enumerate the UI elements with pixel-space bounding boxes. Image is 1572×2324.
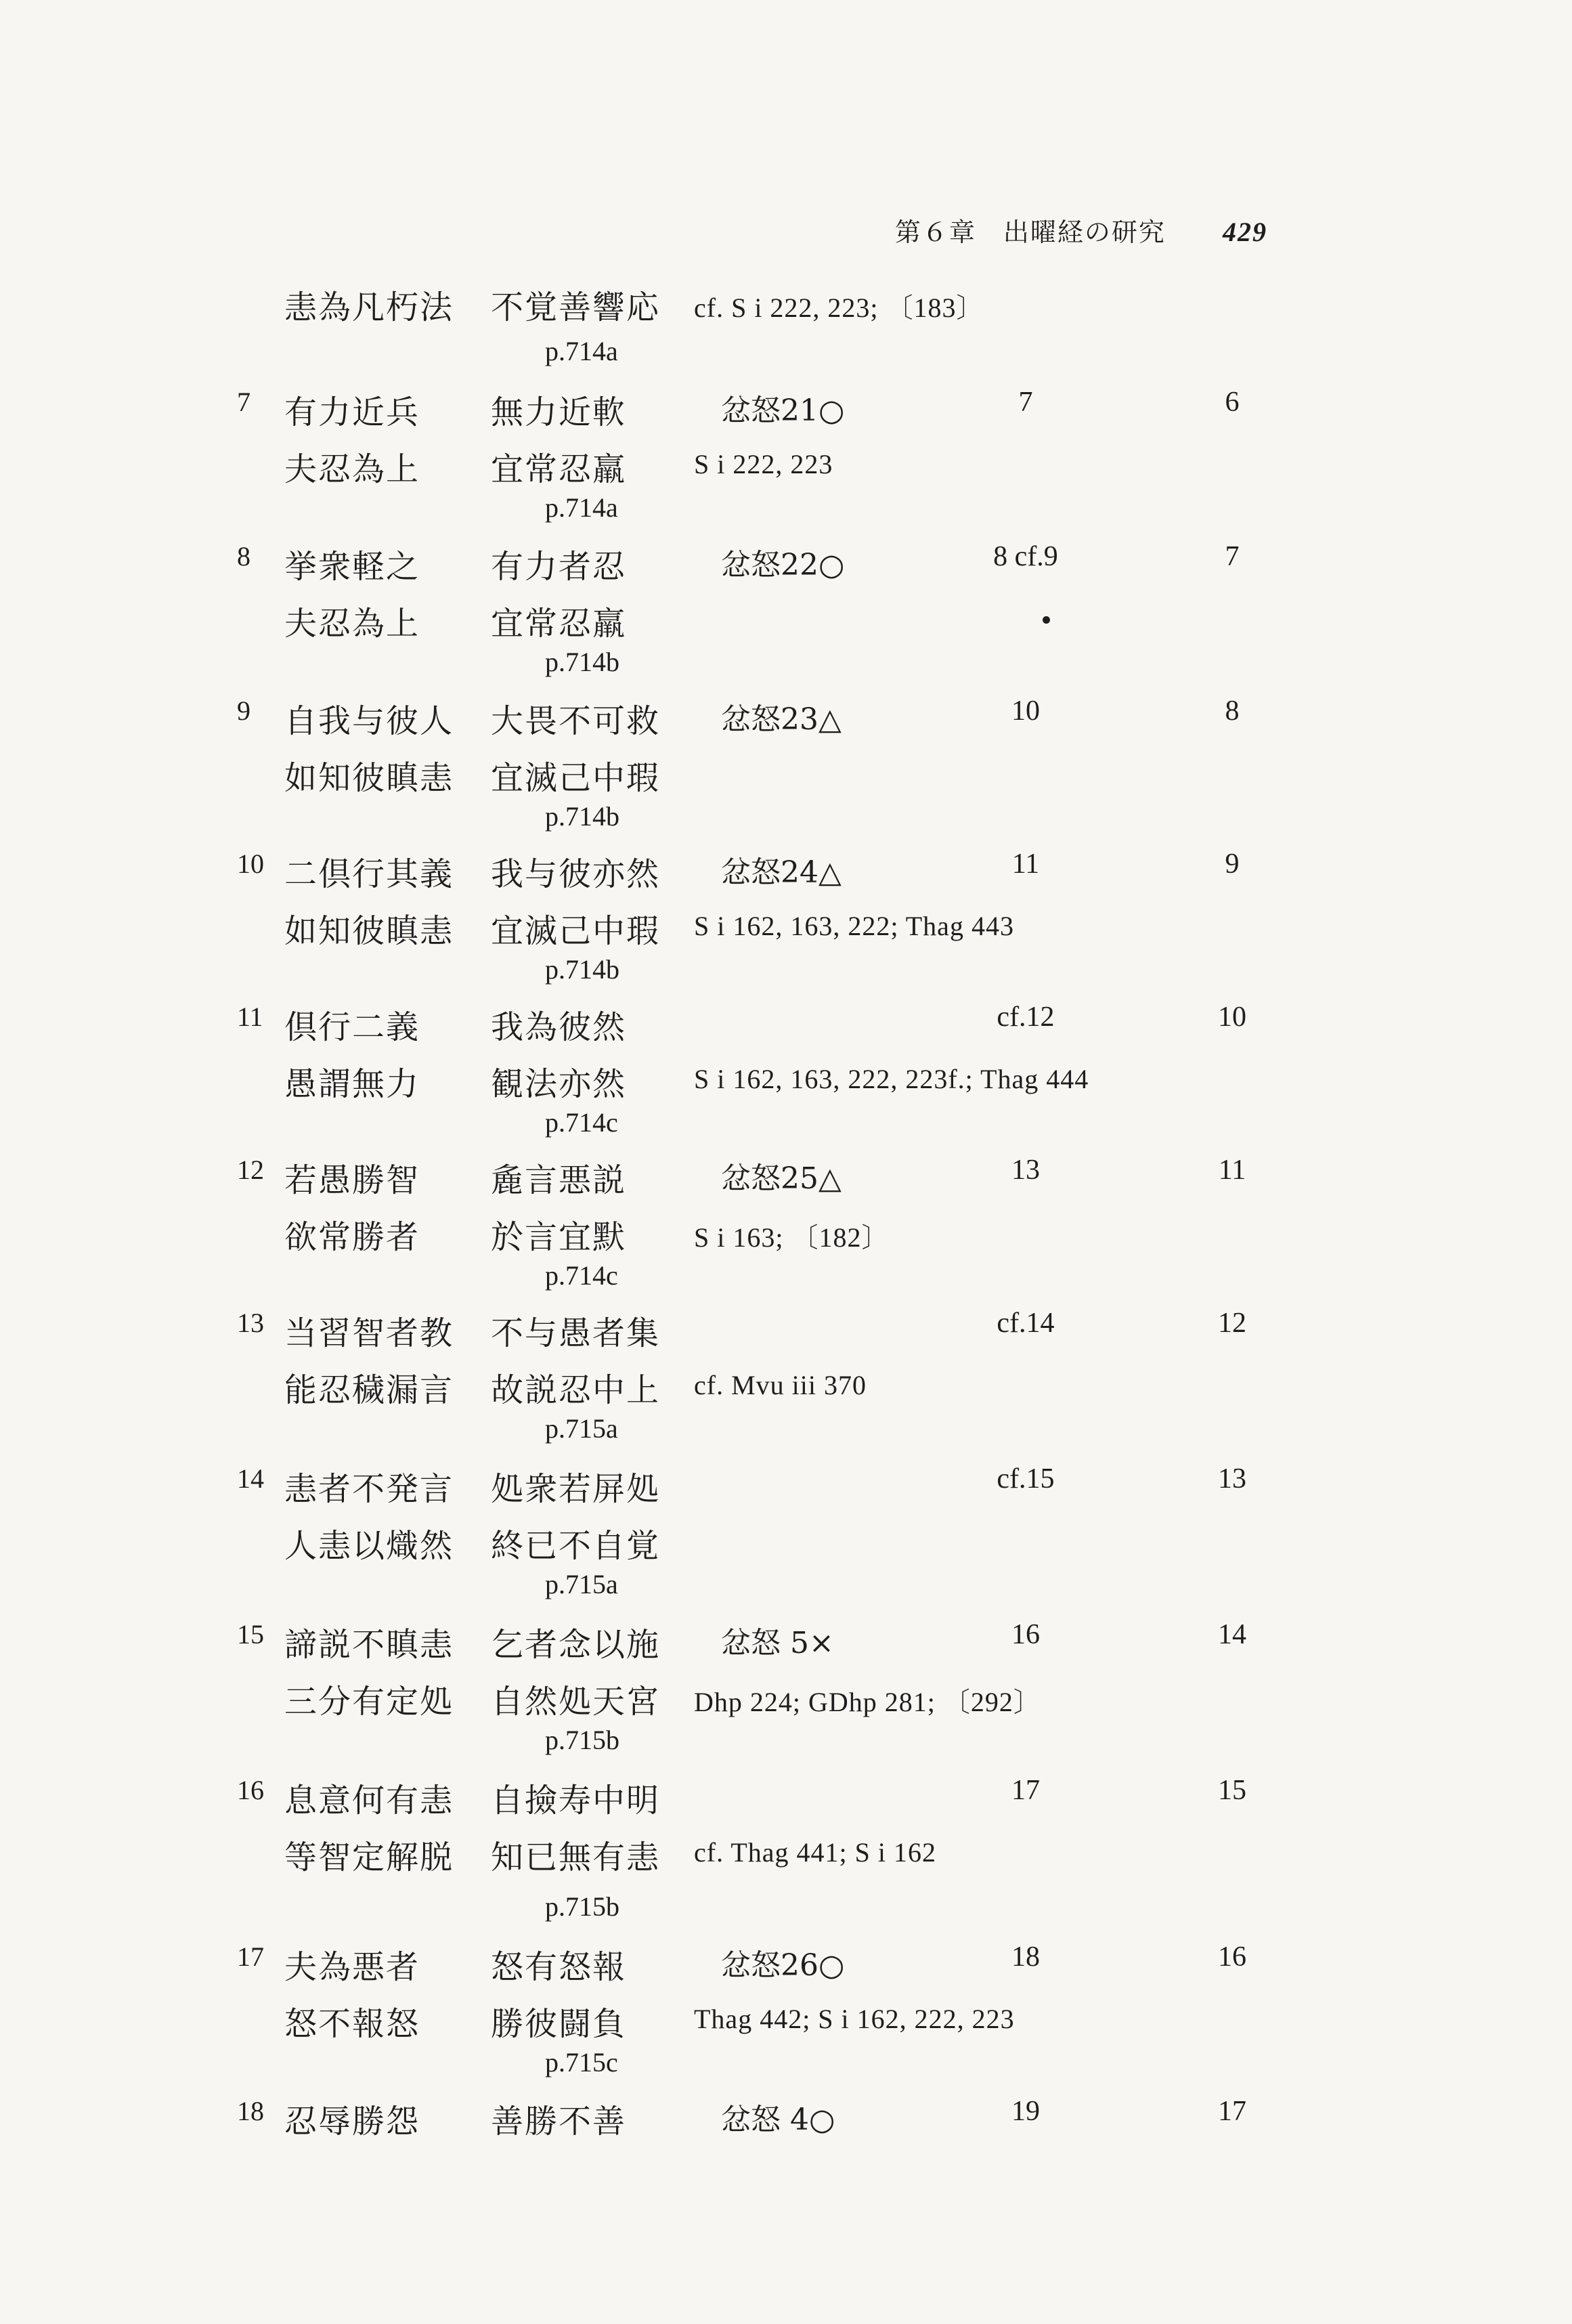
dot-mark [1043, 616, 1050, 624]
verse-line-2a: 不覚善響応 [491, 288, 661, 326]
verse-line-2b: 於言宜默 [491, 1218, 627, 1256]
taisho-page: p.714a [545, 492, 618, 523]
parallel-reference: cf. Thag 441; S i 162 [694, 1837, 937, 1868]
taisho-page: p.714c [545, 1260, 618, 1291]
verse-entry [0, 1307, 1572, 1476]
verse-line-2a: 無力近軟 [491, 393, 627, 431]
parallel-number-b: 11 [1218, 1155, 1246, 1186]
udanavarga-reference: 忿怒25△ [721, 1161, 842, 1196]
verse-line-2a: 有力者忍 [491, 548, 627, 586]
parallel-reference: S i 162, 163, 222; Thag 443 [694, 911, 1014, 941]
parallel-number-b: 8 [1225, 695, 1240, 727]
verse-line-2b: 自然処天宮 [491, 1683, 661, 1721]
parallel-reference: S i 222, 223 [694, 449, 833, 479]
verse-line-2b: 勝彼闘負 [491, 2005, 627, 2043]
verse-line-2a: 我為彼然 [491, 1008, 627, 1046]
parallel-number-a: 16 [1011, 1619, 1040, 1650]
udanavarga-reference: 忿怒 4○ [721, 2103, 835, 2137]
chapter-title: 第６章 出曜経の研究 [894, 217, 1166, 247]
parallel-number-b: 10 [1218, 1002, 1246, 1033]
verse-entry [0, 1154, 1572, 1323]
udanavarga-reference: 忿怒22○ [721, 548, 845, 582]
verse-line-2a: 善勝不善 [491, 2103, 627, 2140]
running-header [895, 211, 1267, 249]
parallel-number-a: cf.15 [997, 1463, 1055, 1494]
verse-line-2a: 乞者念以施 [491, 1626, 661, 1664]
taisho-page: p.714b [545, 954, 619, 985]
udanavarga-reference: 忿怒21○ [721, 393, 845, 428]
verse-line-1a: 挙衆軽之 [284, 548, 420, 586]
verse-number: 11 [237, 1002, 263, 1032]
verse-line-1b: 等智定解脱 [284, 1838, 454, 1876]
verse-line-2a: 怒有怒報 [491, 1948, 627, 1986]
parallel-number-b: 6 [1225, 387, 1240, 418]
verse-number: 10 [237, 848, 264, 879]
verse-line-2b: 観法亦然 [491, 1065, 627, 1103]
verse-line-2a: 我与彼亦然 [491, 855, 661, 893]
verse-entry [0, 540, 1572, 710]
verse-line-1a: 若愚勝智 [284, 1161, 420, 1199]
udanavarga-reference: 忿怒26○ [721, 1948, 845, 1983]
parallel-number-a: 19 [1011, 2096, 1040, 2127]
verse-line-1b: 欲常勝者 [284, 1218, 420, 1256]
taisho-page: p.714c [545, 1107, 618, 1138]
verse-line-2a: 自撿寿中明 [491, 1782, 661, 1820]
parallel-number-a: 18 [1011, 1941, 1040, 1973]
parallel-number-b: 13 [1218, 1463, 1246, 1494]
verse-number: 12 [237, 1155, 264, 1185]
verse-entry [0, 1618, 1572, 1788]
verse-line-2b: 宜滅己中瑕 [491, 912, 661, 950]
verse-line-1b: 人恚以熾然 [284, 1527, 454, 1565]
verse-number: 18 [237, 2096, 264, 2126]
udanavarga-reference: 忿怒 5× [721, 1626, 834, 1660]
verse-line-1b: 如知彼瞋恚 [284, 759, 454, 797]
verse-line-1b: 夫忍為上 [284, 450, 420, 488]
verse-line-2a: 処衆若屏処 [491, 1470, 661, 1508]
verse-entry [0, 2095, 1572, 2264]
verse-line-1b: 愚謂無力 [284, 1065, 420, 1103]
verse-line-1a: 恚者不発言 [284, 1470, 454, 1508]
verse-line-1a: 恚為凡朽法 [284, 288, 454, 326]
verse-entry [0, 1463, 1572, 1632]
verse-line-1a: 当習智者教 [284, 1314, 454, 1352]
taisho-page: p.714a [545, 336, 618, 366]
parallel-number-b: 9 [1225, 848, 1240, 880]
parallel-reference: S i 162, 163, 222, 223f.; Thag 444 [694, 1064, 1089, 1094]
parallel-reference: S i 163; 〔182〕 [694, 1222, 890, 1253]
parallel-number-b: 12 [1218, 1308, 1246, 1339]
verse-line-2b: 知已無有恚 [491, 1838, 661, 1876]
verse-line-1a: 倶行二義 [284, 1008, 420, 1046]
verse-number: 8 [237, 541, 250, 572]
verse-line-1b: 能忍穢漏言 [284, 1371, 454, 1409]
verse-number: 16 [237, 1775, 264, 1805]
verse-line-2a: 麁言悪説 [491, 1161, 627, 1199]
parallel-number-a: 13 [1011, 1155, 1040, 1186]
verse-line-2b: 終已不自覚 [491, 1527, 661, 1565]
verse-number: 14 [237, 1463, 264, 1494]
parallel-number-a: 10 [1011, 695, 1040, 727]
parallel-reference: cf. S i 222, 223; 〔183〕 [694, 293, 984, 323]
verse-line-1a: 二倶行其義 [284, 855, 454, 893]
verse-number: 15 [237, 1619, 264, 1650]
parallel-number-b: 17 [1218, 2096, 1246, 2127]
parallel-number-b: 15 [1218, 1775, 1246, 1806]
verse-entry [0, 1941, 1572, 2110]
verse-line-1a: 有力近兵 [284, 393, 420, 431]
udanavarga-reference: 忿怒23△ [721, 702, 842, 737]
parallel-reference: cf. Mvu iii 370 [694, 1370, 867, 1400]
verse-entry [0, 386, 1572, 555]
taisho-page: p.715a [545, 1413, 618, 1444]
verse-line-2b: 宜常忍羸 [491, 450, 627, 488]
verse-line-2a: 不与愚者集 [491, 1314, 661, 1352]
verse-line-1a: 諦説不瞋恚 [284, 1626, 454, 1664]
parallel-reference: Thag 442; S i 162, 222, 223 [694, 2004, 1015, 2034]
verse-number: 17 [237, 1941, 264, 1972]
parallel-number-a: 7 [1018, 387, 1033, 418]
verse-line-1a: 息意何有恚 [284, 1782, 454, 1820]
verse-number: 9 [237, 695, 250, 726]
taisho-page: p.714b [545, 801, 619, 832]
parallel-number-a: cf.14 [997, 1308, 1055, 1339]
taisho-page: p.714b [545, 647, 619, 677]
verse-entry [0, 1001, 1572, 1170]
verse-line-1a: 忍辱勝怨 [284, 2103, 420, 2140]
verse-line-1a: 自我与彼人 [284, 702, 454, 740]
verse-line-1a: 夫為悪者 [284, 1948, 420, 1986]
verse-line-2b: 宜常忍羸 [491, 605, 627, 643]
verse-line-2b: 宜滅己中瑕 [491, 759, 661, 797]
verse-entry [0, 1774, 1572, 1943]
taisho-page: p.715c [545, 2047, 618, 2078]
page-number: 429 [1223, 217, 1267, 247]
verse-line-1b: 怒不報怒 [284, 2005, 420, 2043]
parallel-number-a: cf.12 [997, 1002, 1055, 1033]
parallel-number-a: 17 [1011, 1775, 1040, 1806]
verse-number: 7 [237, 387, 250, 417]
verse-entry [0, 848, 1572, 1017]
verse-number: 13 [237, 1308, 264, 1338]
verse-entry [0, 695, 1572, 864]
udanavarga-reference: 忿怒24△ [721, 855, 842, 890]
taisho-page: p.715b [545, 1891, 619, 1922]
parallel-number-b: 16 [1218, 1941, 1246, 1973]
parallel-number-b: 7 [1225, 541, 1240, 572]
verse-line-2b: 故説忍中上 [491, 1371, 661, 1409]
taisho-page: p.715a [545, 1569, 618, 1599]
parallel-number-b: 14 [1218, 1619, 1246, 1650]
verse-line-1b: 夫忍為上 [284, 605, 420, 643]
parallel-number-a: 11 [1011, 848, 1040, 880]
parallel-reference: Dhp 224; GDhp 281; 〔292〕 [694, 1687, 1041, 1717]
verse-line-1b: 如知彼瞋恚 [284, 912, 454, 950]
verse-line-1b: 三分有定処 [284, 1683, 454, 1721]
verse-line-2a: 大畏不可救 [491, 702, 661, 740]
taisho-page: p.715b [545, 1725, 619, 1755]
parallel-number-a: 8 cf.9 [993, 541, 1058, 572]
